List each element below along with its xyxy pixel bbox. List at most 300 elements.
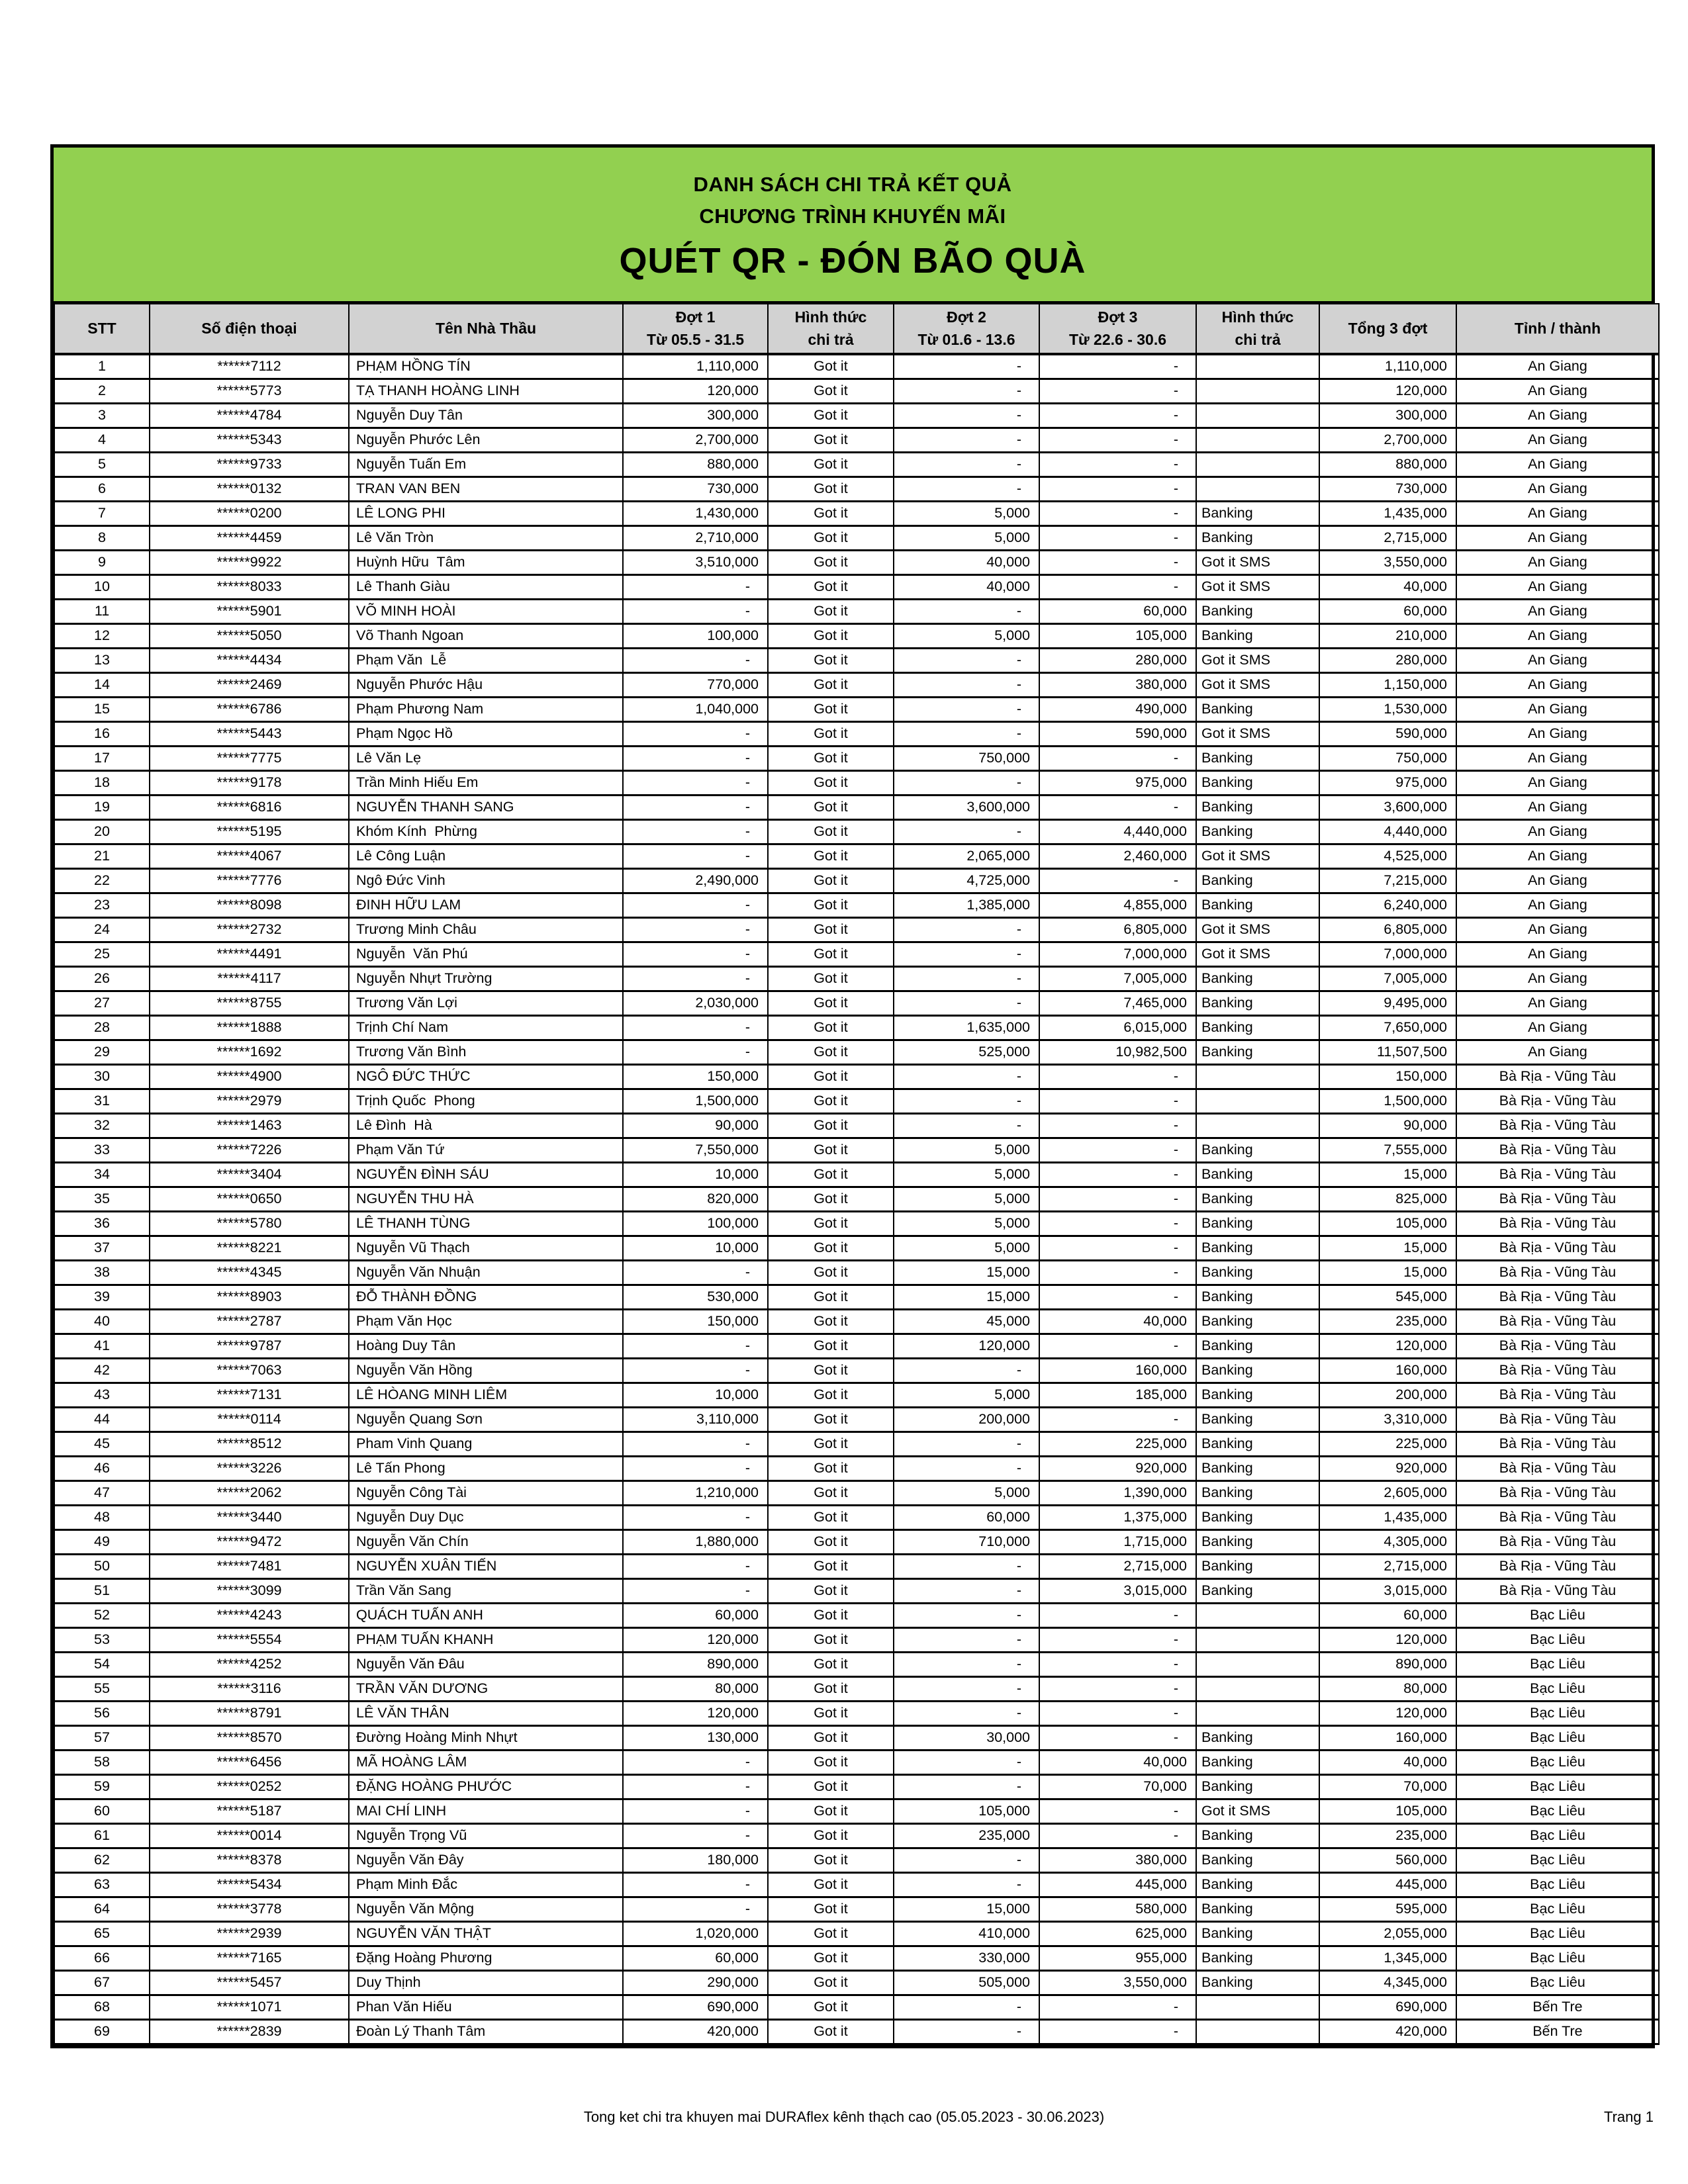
period1-amount: 1,040,000 — [623, 697, 768, 721]
province-cell: Bà Rịa - Vũng Tàu — [1456, 1285, 1659, 1309]
name-cell: Đường Hoàng Minh Nhựt — [349, 1725, 623, 1750]
period3-amount: - — [1039, 501, 1196, 525]
period3-amount: - — [1039, 1260, 1196, 1285]
phone-cell: ******4117 — [150, 966, 349, 991]
period3-amount: - — [1039, 1701, 1196, 1725]
table-row — [54, 1554, 1659, 1578]
payment-method-2-cell: Banking — [1196, 1774, 1319, 1799]
period1-amount: 130,000 — [623, 1725, 768, 1750]
period2-amount: 710,000 — [894, 1529, 1039, 1554]
period3-amount: 380,000 — [1039, 1848, 1196, 1872]
table-row — [54, 844, 1659, 868]
table-row — [54, 1921, 1659, 1946]
province-cell: Bà Rịa - Vũng Tàu — [1456, 1578, 1659, 1603]
name-cell: Nguyễn Văn Nhuận — [349, 1260, 623, 1285]
period1-amount: 10,000 — [623, 1162, 768, 1187]
total-amount: 825,000 — [1319, 1187, 1456, 1211]
period3-amount: - — [1039, 1995, 1196, 2019]
period2-amount: - — [894, 1676, 1039, 1701]
period3-amount: - — [1039, 428, 1196, 452]
period2-amount: 235,000 — [894, 1823, 1039, 1848]
name-cell: Đặng Hoàng Phương — [349, 1946, 623, 1970]
payment-method-2-cell: Banking — [1196, 1578, 1319, 1603]
payment-method-2-cell: Got it SMS — [1196, 721, 1319, 746]
phone-cell: ******4459 — [150, 525, 349, 550]
payment-method-1-cell: Got it — [768, 1285, 894, 1309]
phone-cell: ******4784 — [150, 403, 349, 428]
province-cell: Bà Rịa - Vũng Tàu — [1456, 1089, 1659, 1113]
name-cell: Nguyễn Công Tài — [349, 1480, 623, 1505]
phone-cell: ******4252 — [150, 1652, 349, 1676]
period2-amount: - — [894, 917, 1039, 942]
total-amount: 3,015,000 — [1319, 1578, 1456, 1603]
name-cell: Duy Thịnh — [349, 1970, 623, 1995]
province-cell: Bà Rịa - Vũng Tàu — [1456, 1554, 1659, 1578]
province-cell: An Giang — [1456, 452, 1659, 477]
total-amount: 7,215,000 — [1319, 868, 1456, 893]
col-stt: STT — [54, 304, 150, 354]
name-cell: NGUYỄN ĐÌNH SÁU — [349, 1162, 623, 1187]
payment-method-1-cell: Got it — [768, 550, 894, 574]
period3-amount: - — [1039, 452, 1196, 477]
payment-method-2-cell: Banking — [1196, 1040, 1319, 1064]
name-cell: Nguyễn Văn Hồng — [349, 1358, 623, 1383]
payment-method-1-cell: Got it — [768, 1089, 894, 1113]
period2-amount: - — [894, 697, 1039, 721]
period1-amount: 1,880,000 — [623, 1529, 768, 1554]
phone-cell: ******0114 — [150, 1407, 349, 1432]
period1-amount: 10,000 — [623, 1236, 768, 1260]
name-cell: Nguyễn Văn Đâu — [349, 1652, 623, 1676]
period3-amount: - — [1039, 1236, 1196, 1260]
stt-cell: 36 — [54, 1211, 150, 1236]
report-title-line1: DANH SÁCH CHI TRẢ KẾT QUẢ — [693, 173, 1012, 196]
stt-cell: 46 — [54, 1456, 150, 1480]
name-cell: VÕ MINH HOÀI — [349, 599, 623, 623]
province-cell: An Giang — [1456, 819, 1659, 844]
col-phone: Số điện thoại — [150, 304, 349, 354]
period1-amount: - — [623, 1334, 768, 1358]
payment-method-2-cell: Banking — [1196, 770, 1319, 795]
period3-amount: - — [1039, 1334, 1196, 1358]
payment-method-1-cell: Got it — [768, 991, 894, 1015]
stt-cell: 35 — [54, 1187, 150, 1211]
period3-amount: - — [1039, 1627, 1196, 1652]
payment-method-1-cell: Got it — [768, 1995, 894, 2019]
stt-cell: 67 — [54, 1970, 150, 1995]
total-amount: 40,000 — [1319, 1750, 1456, 1774]
province-cell: An Giang — [1456, 1040, 1659, 1064]
stt-cell: 23 — [54, 893, 150, 917]
total-amount: 300,000 — [1319, 403, 1456, 428]
table-header-row — [54, 304, 1659, 354]
table-row — [54, 770, 1659, 795]
total-amount: 7,555,000 — [1319, 1138, 1456, 1162]
stt-cell: 11 — [54, 599, 150, 623]
period2-amount: 5,000 — [894, 525, 1039, 550]
period2-amount: - — [894, 599, 1039, 623]
stt-cell: 16 — [54, 721, 150, 746]
period2-amount: - — [894, 1995, 1039, 2019]
phone-cell: ******5187 — [150, 1799, 349, 1823]
phone-cell: ******5554 — [150, 1627, 349, 1652]
table-row — [54, 721, 1659, 746]
total-amount: 1,530,000 — [1319, 697, 1456, 721]
province-cell: Bến Tre — [1456, 2019, 1659, 2044]
payment-method-1-cell: Got it — [768, 1432, 894, 1456]
period1-amount: - — [623, 795, 768, 819]
period2-amount: 15,000 — [894, 1260, 1039, 1285]
period3-amount: 7,465,000 — [1039, 991, 1196, 1015]
payment-method-1-cell: Got it — [768, 1921, 894, 1946]
table-row — [54, 1187, 1659, 1211]
name-cell: Trương Văn Bình — [349, 1040, 623, 1064]
phone-cell: ******7131 — [150, 1383, 349, 1407]
period3-amount: - — [1039, 795, 1196, 819]
table-row — [54, 1480, 1659, 1505]
total-amount: 1,435,000 — [1319, 1505, 1456, 1529]
total-amount: 105,000 — [1319, 1799, 1456, 1823]
stt-cell: 27 — [54, 991, 150, 1015]
payment-method-2-cell: Banking — [1196, 1848, 1319, 1872]
total-amount: 160,000 — [1319, 1358, 1456, 1383]
table-row — [54, 1897, 1659, 1921]
table-row — [54, 1774, 1659, 1799]
table-row — [54, 1089, 1659, 1113]
period2-amount: - — [894, 1113, 1039, 1138]
table-row — [54, 917, 1659, 942]
period3-amount: 1,715,000 — [1039, 1529, 1196, 1554]
period3-amount: - — [1039, 1113, 1196, 1138]
stt-cell: 9 — [54, 550, 150, 574]
total-amount: 200,000 — [1319, 1383, 1456, 1407]
phone-cell: ******9178 — [150, 770, 349, 795]
payment-method-1-cell: Got it — [768, 1848, 894, 1872]
col-period3: Đợt 3 Từ 22.6 - 30.6 — [1039, 304, 1196, 354]
period1-amount: - — [623, 1823, 768, 1848]
total-amount: 730,000 — [1319, 477, 1456, 501]
period1-amount: 100,000 — [623, 1211, 768, 1236]
period1-amount: 120,000 — [623, 1701, 768, 1725]
payment-method-2-cell: Banking — [1196, 819, 1319, 844]
table-row — [54, 574, 1659, 599]
table-row — [54, 1799, 1659, 1823]
table-row — [54, 1505, 1659, 1529]
province-cell: Bạc Liêu — [1456, 1725, 1659, 1750]
name-cell: Lê Tấn Phong — [349, 1456, 623, 1480]
payment-method-2-cell: Got it SMS — [1196, 648, 1319, 672]
name-cell: Phạm Văn Học — [349, 1309, 623, 1334]
table-row — [54, 1285, 1659, 1309]
payment-method-2-cell: Banking — [1196, 1187, 1319, 1211]
period2-amount: - — [894, 1358, 1039, 1383]
table-row — [54, 942, 1659, 966]
period3-amount: 7,000,000 — [1039, 942, 1196, 966]
total-amount: 445,000 — [1319, 1872, 1456, 1897]
phone-cell: ******8512 — [150, 1432, 349, 1456]
payment-method-2-cell: Banking — [1196, 746, 1319, 770]
stt-cell: 66 — [54, 1946, 150, 1970]
name-cell: Đoàn Lý Thanh Tâm — [349, 2019, 623, 2044]
stt-cell: 6 — [54, 477, 150, 501]
phone-cell: ******2732 — [150, 917, 349, 942]
name-cell: ĐINH HỮU LAM — [349, 893, 623, 917]
period3-amount: 2,460,000 — [1039, 844, 1196, 868]
period1-amount: - — [623, 1799, 768, 1823]
period3-amount: 105,000 — [1039, 623, 1196, 648]
stt-cell: 48 — [54, 1505, 150, 1529]
payment-method-2-cell: Banking — [1196, 1211, 1319, 1236]
name-cell: Nguyễn Trọng Vũ — [349, 1823, 623, 1848]
period3-amount: 160,000 — [1039, 1358, 1196, 1383]
payment-method-1-cell: Got it — [768, 379, 894, 403]
name-cell: Pham Vinh Quang — [349, 1432, 623, 1456]
period2-amount: - — [894, 1848, 1039, 1872]
payment-method-2-cell: Banking — [1196, 623, 1319, 648]
province-cell: Bà Rịa - Vũng Tàu — [1456, 1432, 1659, 1456]
province-cell: Bạc Liêu — [1456, 1750, 1659, 1774]
payment-method-2-cell — [1196, 1627, 1319, 1652]
period1-amount: 530,000 — [623, 1285, 768, 1309]
table-row — [54, 868, 1659, 893]
phone-cell: ******2469 — [150, 672, 349, 697]
province-cell: An Giang — [1456, 672, 1659, 697]
period2-amount: 15,000 — [894, 1897, 1039, 1921]
total-amount: 920,000 — [1319, 1456, 1456, 1480]
period2-amount: - — [894, 452, 1039, 477]
payment-method-2-cell: Got it SMS — [1196, 550, 1319, 574]
table-row — [54, 477, 1659, 501]
period1-amount: - — [623, 1456, 768, 1480]
stt-cell: 43 — [54, 1383, 150, 1407]
name-cell: LÊ LONG PHI — [349, 501, 623, 525]
period3-amount: - — [1039, 2019, 1196, 2044]
stt-cell: 22 — [54, 868, 150, 893]
col-total: Tổng 3 đợt — [1319, 304, 1456, 354]
name-cell: Khóm Kính Phừng — [349, 819, 623, 844]
name-cell: Nguyễn Phước Hậu — [349, 672, 623, 697]
payment-method-2-cell — [1196, 452, 1319, 477]
period3-amount: 7,005,000 — [1039, 966, 1196, 991]
period3-amount: - — [1039, 1064, 1196, 1089]
total-amount: 60,000 — [1319, 1603, 1456, 1627]
province-cell: Bà Rịa - Vũng Tàu — [1456, 1162, 1659, 1187]
total-amount: 120,000 — [1319, 1334, 1456, 1358]
payment-method-2-cell: Got it SMS — [1196, 1799, 1319, 1823]
total-amount: 595,000 — [1319, 1897, 1456, 1921]
phone-cell: ******5434 — [150, 1872, 349, 1897]
table-row — [54, 1676, 1659, 1701]
period2-amount: 5,000 — [894, 501, 1039, 525]
payment-method-1-cell: Got it — [768, 1774, 894, 1799]
payment-method-2-cell — [1196, 428, 1319, 452]
period3-amount: 3,015,000 — [1039, 1578, 1196, 1603]
period3-amount: - — [1039, 354, 1196, 379]
name-cell: TRẦN VĂN DƯƠNG — [349, 1676, 623, 1701]
payment-method-2-cell: Got it SMS — [1196, 672, 1319, 697]
phone-cell: ******6816 — [150, 795, 349, 819]
period2-amount: - — [894, 1064, 1039, 1089]
table-row — [54, 1725, 1659, 1750]
period1-amount: 1,210,000 — [623, 1480, 768, 1505]
name-cell: Phạm Minh Đắc — [349, 1872, 623, 1897]
province-cell: Bạc Liêu — [1456, 1603, 1659, 1627]
province-cell: Bà Rịa - Vũng Tàu — [1456, 1407, 1659, 1432]
payment-method-2-cell: Got it SMS — [1196, 574, 1319, 599]
name-cell: MÃ HOÀNG LÂM — [349, 1750, 623, 1774]
payment-method-2-cell: Banking — [1196, 1725, 1319, 1750]
period3-amount: 625,000 — [1039, 1921, 1196, 1946]
total-amount: 105,000 — [1319, 1211, 1456, 1236]
total-amount: 420,000 — [1319, 2019, 1456, 2044]
payment-method-1-cell: Got it — [768, 770, 894, 795]
period3-amount: 955,000 — [1039, 1946, 1196, 1970]
period3-amount: 70,000 — [1039, 1774, 1196, 1799]
stt-cell: 68 — [54, 1995, 150, 2019]
table-row — [54, 501, 1659, 525]
phone-cell: ******8378 — [150, 1848, 349, 1872]
payment-method-2-cell — [1196, 1089, 1319, 1113]
name-cell: Lê Đình Hà — [349, 1113, 623, 1138]
table-row — [54, 1456, 1659, 1480]
stt-cell: 20 — [54, 819, 150, 844]
period2-amount: 45,000 — [894, 1309, 1039, 1334]
period3-amount: 40,000 — [1039, 1309, 1196, 1334]
period1-amount: 730,000 — [623, 477, 768, 501]
province-cell: An Giang — [1456, 868, 1659, 893]
table-row — [54, 1383, 1659, 1407]
payment-method-1-cell: Got it — [768, 1701, 894, 1725]
payment-method-1-cell: Got it — [768, 1946, 894, 1970]
period3-amount: - — [1039, 1187, 1196, 1211]
table-row — [54, 1652, 1659, 1676]
period1-amount: 100,000 — [623, 623, 768, 648]
table-row — [54, 1432, 1659, 1456]
phone-cell: ******4900 — [150, 1064, 349, 1089]
province-cell: An Giang — [1456, 917, 1659, 942]
table-row — [54, 1113, 1659, 1138]
period1-amount: - — [623, 1260, 768, 1285]
total-amount: 6,240,000 — [1319, 893, 1456, 917]
name-cell: Nguyễn Quang Sơn — [349, 1407, 623, 1432]
province-cell: Bạc Liêu — [1456, 1872, 1659, 1897]
period3-amount: 445,000 — [1039, 1872, 1196, 1897]
period2-amount: 40,000 — [894, 574, 1039, 599]
col-payment-method-1: Hình thức chi trả — [768, 304, 894, 354]
stt-cell: 56 — [54, 1701, 150, 1725]
period2-amount: 5,000 — [894, 1236, 1039, 1260]
table-row — [54, 1823, 1659, 1848]
period1-amount: 880,000 — [623, 452, 768, 477]
payment-method-2-cell: Got it SMS — [1196, 917, 1319, 942]
stt-cell: 31 — [54, 1089, 150, 1113]
table-row — [54, 1334, 1659, 1358]
period3-amount: 4,855,000 — [1039, 893, 1196, 917]
report-title-line3: QUÉT QR - ĐÓN BÃO QUÀ — [619, 241, 1086, 281]
payout-table — [54, 303, 1660, 2045]
period3-amount: 3,550,000 — [1039, 1970, 1196, 1995]
name-cell: Ngô Đức Vinh — [349, 868, 623, 893]
name-cell: Võ Thanh Ngoan — [349, 623, 623, 648]
stt-cell: 32 — [54, 1113, 150, 1138]
name-cell: Phạm Ngọc Hồ — [349, 721, 623, 746]
payment-method-1-cell: Got it — [768, 1383, 894, 1407]
period3-amount: - — [1039, 1089, 1196, 1113]
table-row — [54, 1236, 1659, 1260]
payment-method-1-cell: Got it — [768, 1823, 894, 1848]
total-amount: 560,000 — [1319, 1848, 1456, 1872]
stt-cell: 60 — [54, 1799, 150, 1823]
payment-method-2-cell: Banking — [1196, 1480, 1319, 1505]
period1-amount: 180,000 — [623, 1848, 768, 1872]
period3-amount: 920,000 — [1039, 1456, 1196, 1480]
payment-method-2-cell: Banking — [1196, 1432, 1319, 1456]
table-row — [54, 2019, 1659, 2044]
payment-method-1-cell: Got it — [768, 1358, 894, 1383]
payment-method-1-cell: Got it — [768, 1334, 894, 1358]
period2-amount: - — [894, 1554, 1039, 1578]
period1-amount: 890,000 — [623, 1652, 768, 1676]
name-cell: MAI CHÍ LINH — [349, 1799, 623, 1823]
period1-amount: - — [623, 599, 768, 623]
period1-amount: 90,000 — [623, 1113, 768, 1138]
province-cell: An Giang — [1456, 428, 1659, 452]
province-cell: An Giang — [1456, 550, 1659, 574]
table-row — [54, 525, 1659, 550]
payment-method-2-cell: Banking — [1196, 1872, 1319, 1897]
table-row — [54, 1138, 1659, 1162]
name-cell: NGUYỄN THU HÀ — [349, 1187, 623, 1211]
table-row — [54, 966, 1659, 991]
payment-method-2-cell: Banking — [1196, 1505, 1319, 1529]
period2-amount: 1,385,000 — [894, 893, 1039, 917]
payment-method-1-cell: Got it — [768, 1652, 894, 1676]
period1-amount: 60,000 — [623, 1603, 768, 1627]
period3-amount: 490,000 — [1039, 697, 1196, 721]
total-amount: 890,000 — [1319, 1652, 1456, 1676]
table-row — [54, 1750, 1659, 1774]
period1-amount: 2,710,000 — [623, 525, 768, 550]
stt-cell: 3 — [54, 403, 150, 428]
phone-cell: ******2979 — [150, 1089, 349, 1113]
period2-amount: - — [894, 648, 1039, 672]
province-cell: An Giang — [1456, 599, 1659, 623]
total-amount: 3,550,000 — [1319, 550, 1456, 574]
period1-amount: - — [623, 819, 768, 844]
total-amount: 70,000 — [1319, 1774, 1456, 1799]
province-cell: An Giang — [1456, 746, 1659, 770]
name-cell: NGUYỄN THANH SANG — [349, 795, 623, 819]
total-amount: 210,000 — [1319, 623, 1456, 648]
province-cell: Bạc Liêu — [1456, 1774, 1659, 1799]
phone-cell: ******5773 — [150, 379, 349, 403]
phone-cell: ******0200 — [150, 501, 349, 525]
phone-cell: ******7165 — [150, 1946, 349, 1970]
payment-method-1-cell: Got it — [768, 1676, 894, 1701]
name-cell: Nguyễn Tuấn Em — [349, 452, 623, 477]
phone-cell: ******5780 — [150, 1211, 349, 1236]
name-cell: NGUYỄN VĂN THẬT — [349, 1921, 623, 1946]
stt-cell: 41 — [54, 1334, 150, 1358]
stt-cell: 5 — [54, 452, 150, 477]
province-cell: Bến Tre — [1456, 1995, 1659, 2019]
table-row — [54, 1848, 1659, 1872]
payment-method-1-cell: Got it — [768, 1211, 894, 1236]
payment-method-2-cell: Banking — [1196, 1554, 1319, 1578]
phone-cell: ******2939 — [150, 1921, 349, 1946]
payment-method-2-cell: Banking — [1196, 1921, 1319, 1946]
period3-amount: - — [1039, 1652, 1196, 1676]
